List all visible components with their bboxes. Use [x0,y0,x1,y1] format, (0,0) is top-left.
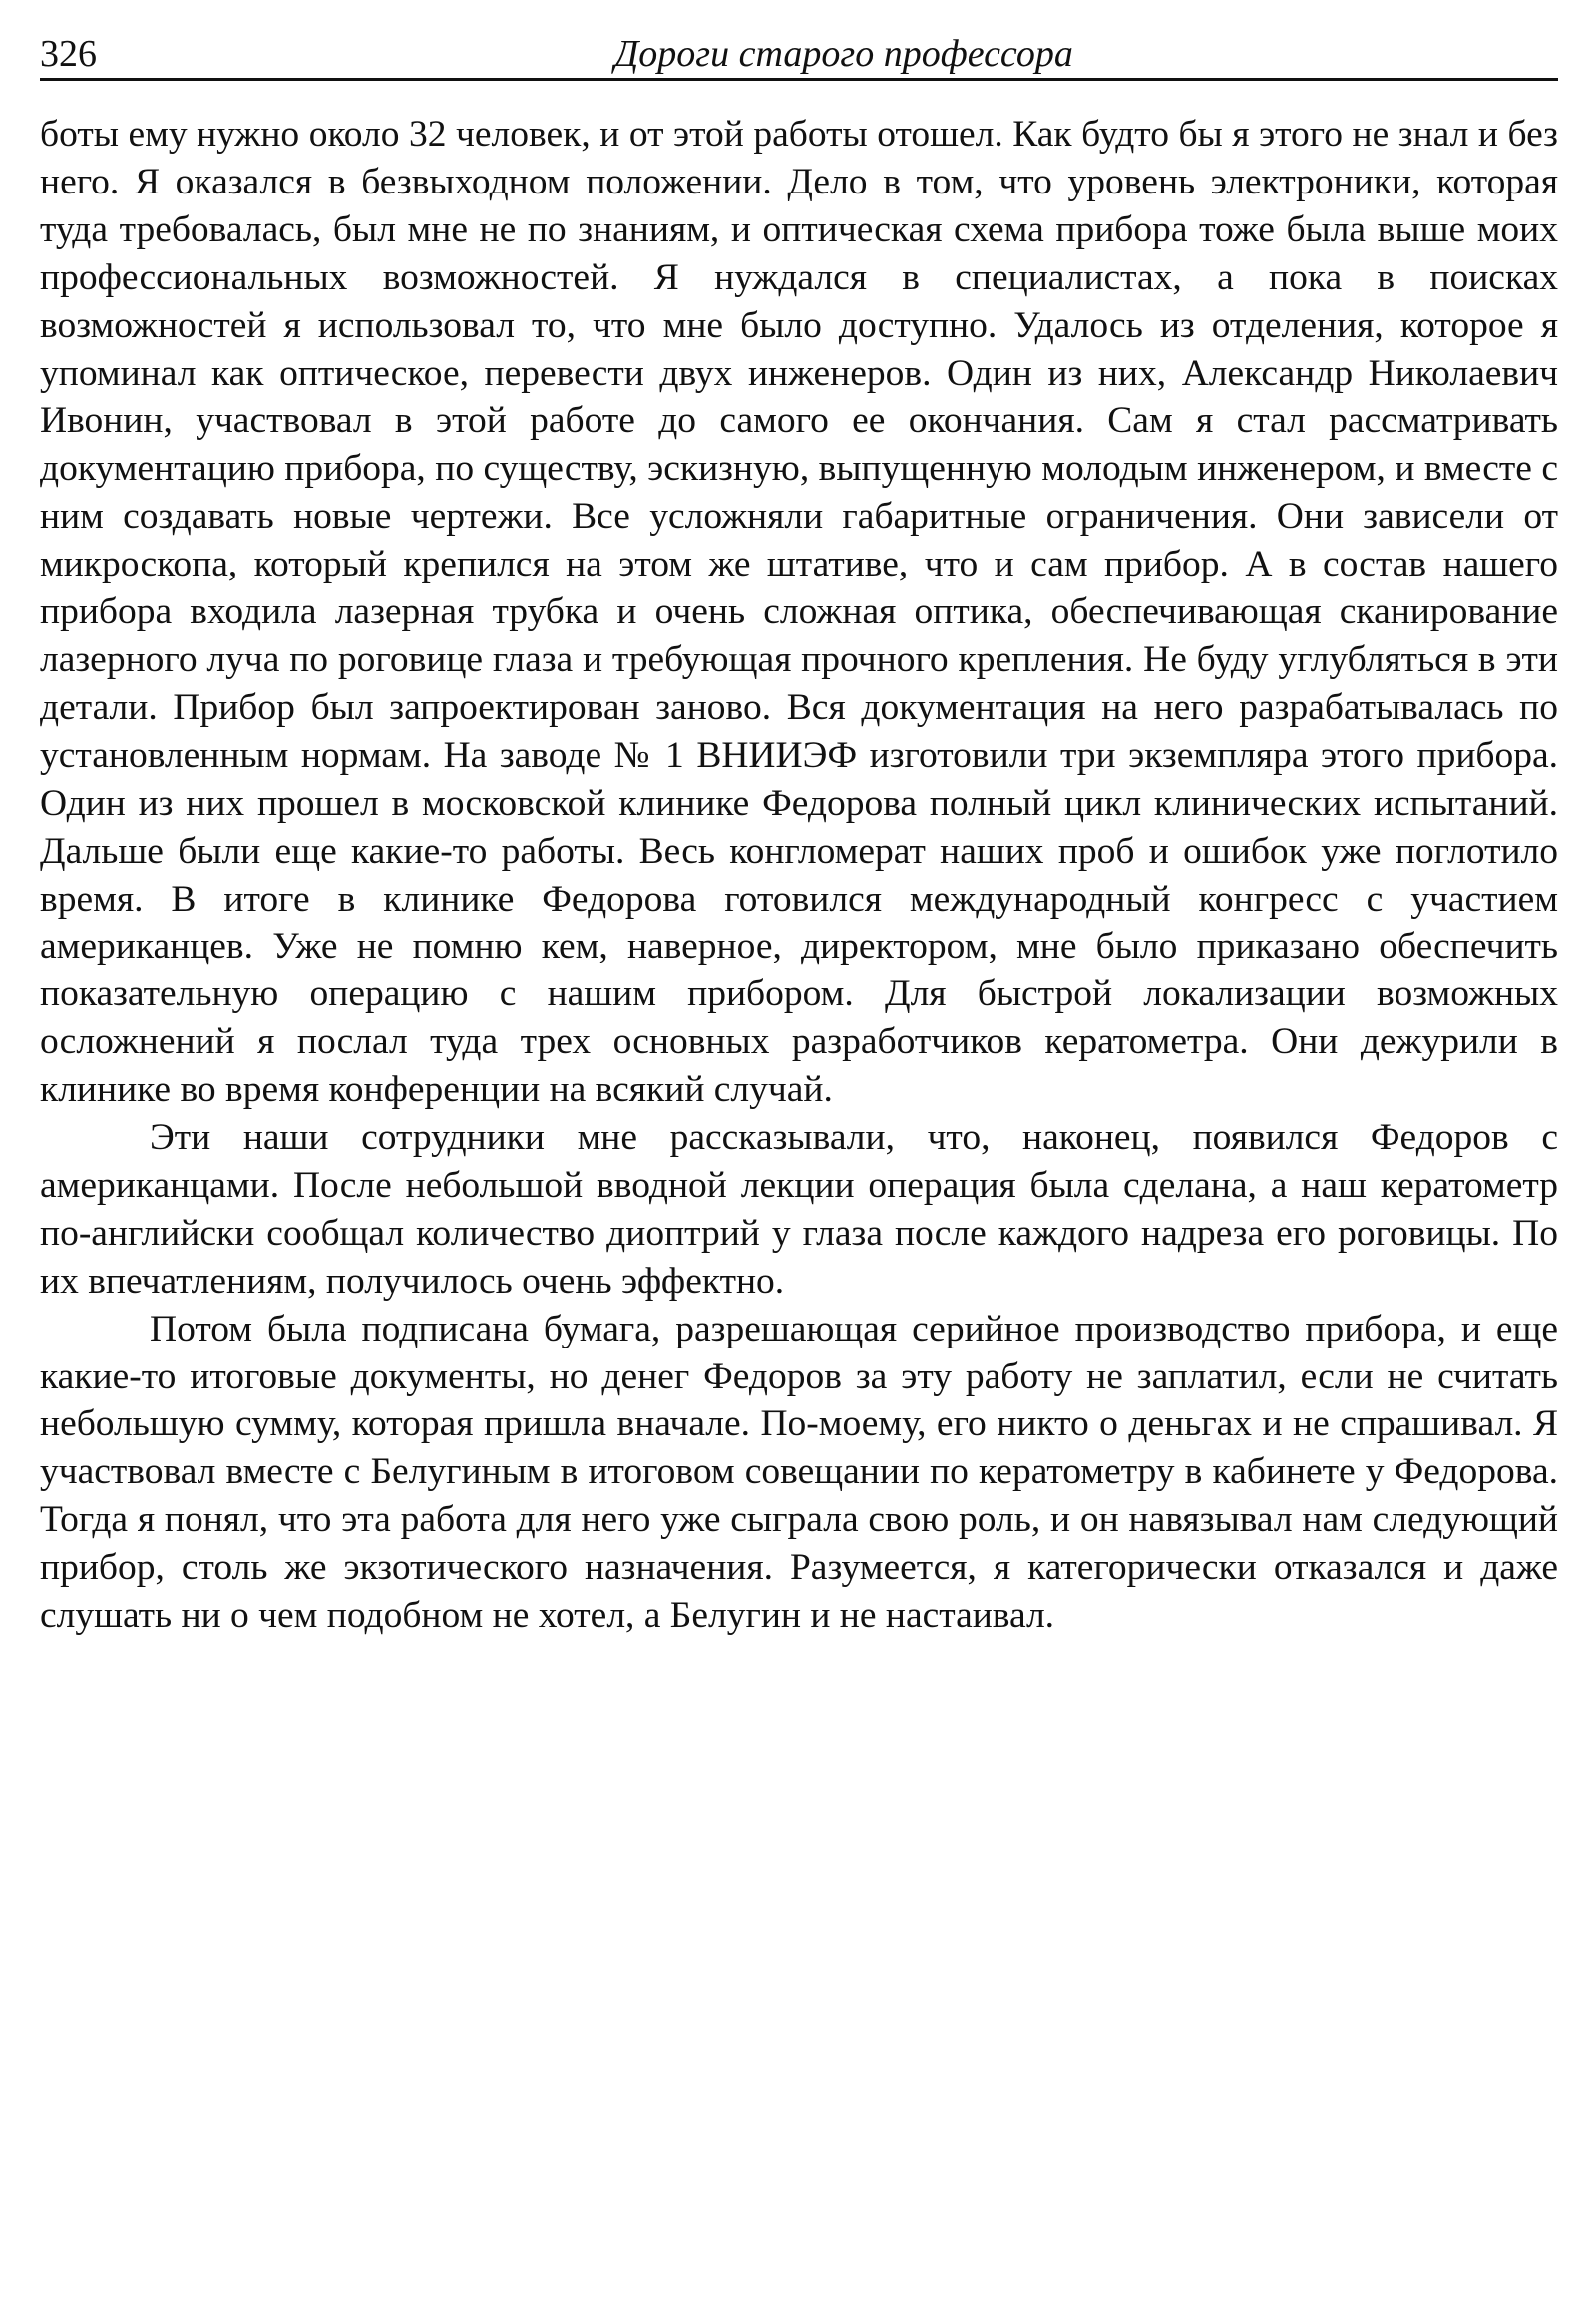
book-page [40,30,1558,1640]
page-number: 326 [40,33,97,75]
paragraph-2: Эти наши сотрудники мне рассказывали, что, наконец, появился Федоров с американцами. После небольшой вводной лекции операция была сделана, а наш кератометр по-английски сообщал количество диоптрий у глаза после каждого надреза его роговицы. По их впечатлениям, получилось очень эффектно. [40,1117,1558,1302]
page-header [40,30,1558,81]
paragraph-3: Потом была подписана бумага, разрешающая серийное производство прибора, и еще какие-то итоговые документы, но денег Федоров за эту работу не заплатил, если не считать небольшую сумму, которая пришла вначале. По-моему, его никто о деньгах и не спрашивал. Я участвовал вместе с Белугиным в итоговом совещании по кератометру в кабинете у Федорова. Тогда я понял, что эта работа для него уже сыграла свою роль, и он навязывал нам следующий прибор, столь же экзотического назначения. Разумеется, я категорически отказался и даже слушать ни о чем подобном не хотел, а Белугин и не настаивал. [40,1308,1558,1637]
paragraph-1: боты ему нужно около 32 человек, и от этой работы отошел. Как будто бы я этого не знал и без него. Я оказался в безвыходном положении. Дело в том, что уровень электроники, которая туда требовалась, был мне не по знаниям, и оптическая схема прибора тоже была выше моих профессиональных возможностей. Я нуждался в специалистах, а пока в поисках возможностей я использовал то, что мне было доступно. Удалось из отделения, которое я упоминал как оптическое, перевести двух инженеров. Один из них, Александр Николаевич Ивонин, участвовал в этой работе до самого ее окончания. Сам я стал рассматривать документацию прибора, по существу, эскизную, выпущенную молодым инженером, и вместе с ним создавать новые чертежи. Все усложняли габаритные ограничения. Они зависели от микроскопа, который крепился на этом же штативе, что и сам прибор. А в состав нашего прибора входила лазерная трубка и очень сложная оптика, обеспечивающая сканирование лазерного луча по роговице глаза и требующая прочного крепления. Не буду углубляться в эти детали. Прибор был запроектирован заново. Вся документация на него разрабатывалась по установленным нормам. На заводе № 1 ВНИИЭФ изготовили три экземпляра этого прибора. Один из них прошел в московской клинике Федорова полный цикл клинических испытаний. Дальше были еще какие-то работы. Весь конгломерат наших проб и ошибок уже поглотило время. В итоге в клинике Федорова готовился международный конгресс с участием американцев. Уже не помню кем, наверное, директором, мне было приказано обеспечить показательную операцию с нашим прибором. Для быстрой локализации возможных осложнений я послал туда трех основных разработчиков кератометра. Они дежурили в клинике во время конференции на всякий случай. [40,114,1558,1111]
body-text [40,111,1558,1640]
running-title: Дороги старого профессора [614,33,1073,75]
